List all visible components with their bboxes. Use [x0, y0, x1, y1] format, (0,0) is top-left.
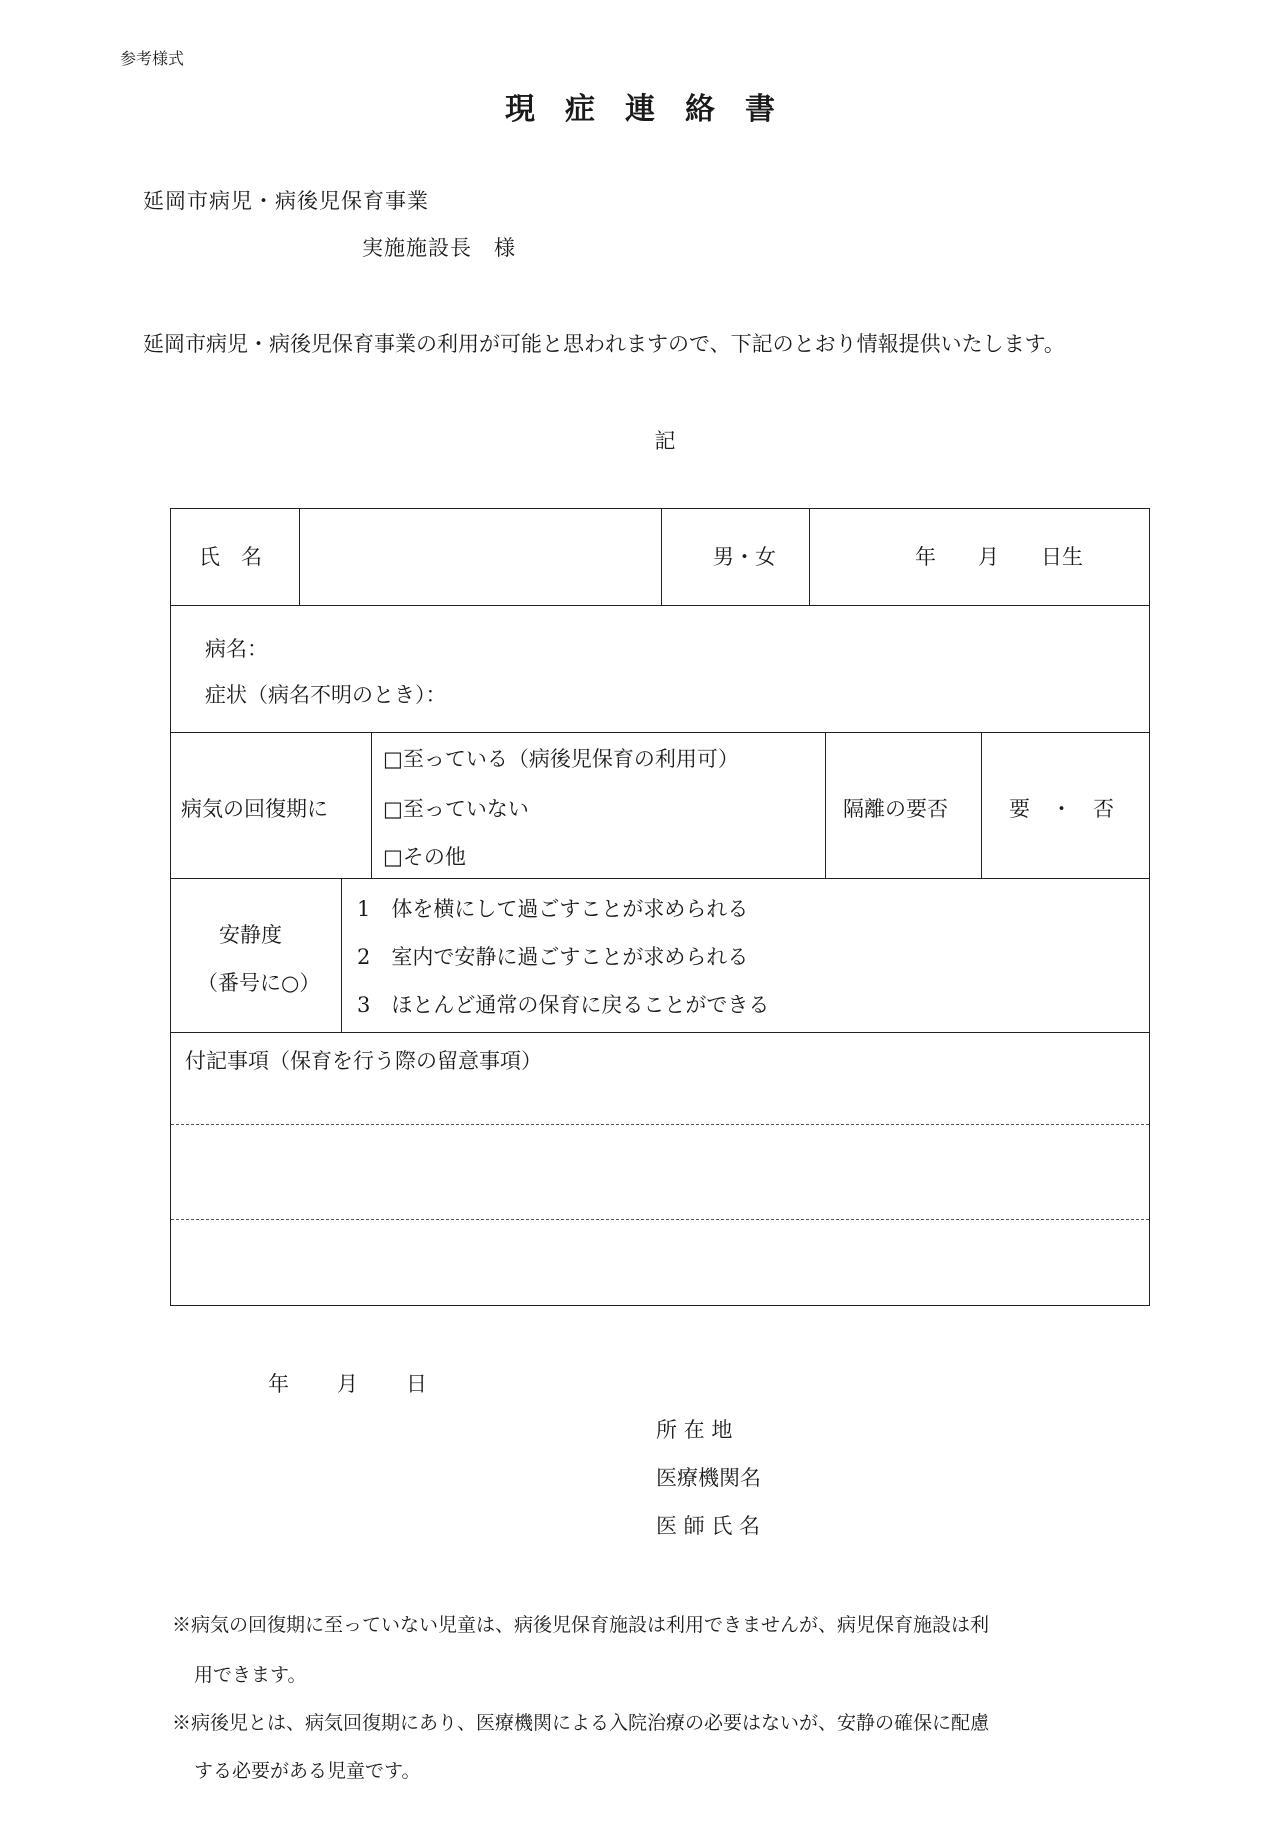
divider [981, 732, 982, 878]
recovery-option-other[interactable]: □その他 [383, 845, 466, 869]
disease-name-label: 病名： [205, 637, 268, 661]
divider [299, 509, 300, 605]
recovery-label: 病気の回復期に [181, 797, 328, 821]
note-line-3: ※病後児とは、病気回復期にあり、医療機関による入院治療の必要はないが、安静の確保に配慮 [172, 1712, 990, 1734]
address-label: 所 在 地 [656, 1418, 733, 1442]
institution-label: 医療機関名 [656, 1466, 761, 1490]
notes-dashed-line [171, 1219, 1149, 1220]
note-line-1: ※病気の回復期に至っていない児童は、病後児保育施設は利用できませんが、病児保育施設は利 [172, 1614, 990, 1636]
addressee-organization: 延岡市病児・病後児保育事業 [143, 189, 429, 213]
notes-dashed-line [171, 1124, 1149, 1125]
rest-option-2[interactable]: 2 室内で安静に過ごすことが求められる [357, 945, 749, 969]
row-divider [171, 1032, 1149, 1033]
divider [825, 732, 826, 878]
rest-option-3[interactable]: 3 ほとんど通常の保育に戻ることができる [357, 993, 770, 1017]
ki-heading: 記 [654, 429, 676, 453]
addressee-title: 実施施設長 様 [362, 236, 516, 260]
name-label: 氏 名 [199, 545, 262, 569]
row-divider [171, 878, 1149, 879]
recovery-option-not-recovered[interactable]: □至っていない [383, 797, 529, 821]
intro-text: 延岡市病児・病後児保育事業の利用が可能と思われますので、下記のとおり情報提供いたします。 [143, 332, 1065, 356]
isolation-selector[interactable]: 要 ・ 否 [1009, 797, 1114, 821]
birthdate-field[interactable]: 年 月 日生 [915, 545, 1083, 569]
name-field[interactable] [301, 511, 659, 603]
divider [661, 509, 662, 605]
divider [809, 509, 810, 605]
rest-level-label: 安静度 [219, 923, 282, 947]
isolation-label: 隔離の要否 [843, 797, 948, 821]
gender-selector[interactable]: 男・女 [713, 545, 776, 569]
issue-date[interactable]: 年 月 日 [268, 1372, 429, 1396]
rest-option-1[interactable]: 1 体を横にして過ごすことが求められる [357, 897, 749, 921]
notes-field[interactable] [171, 1069, 1149, 1305]
note-line-4: する必要がある児童です。 [194, 1760, 421, 1782]
rest-level-sublabel: （番号に○） [197, 971, 321, 995]
reference-style-label: 参考様式 [120, 49, 185, 68]
note-line-2: 用できます。 [194, 1664, 307, 1686]
symptom-label: 症状（病名不明のとき）： [205, 683, 447, 707]
notes-label: 付記事項（保育を行う際の留意事項） [185, 1049, 542, 1073]
divider [341, 878, 342, 1032]
row-divider [171, 732, 1149, 733]
doctor-name-label: 医 師 氏 名 [656, 1514, 761, 1538]
document-title: 現症連絡書 [505, 92, 805, 127]
recovery-option-recovered[interactable]: □至っている（病後児保育の利用可） [383, 747, 739, 771]
row-divider [171, 605, 1149, 606]
report-form-table [170, 508, 1150, 1306]
divider [371, 732, 372, 878]
